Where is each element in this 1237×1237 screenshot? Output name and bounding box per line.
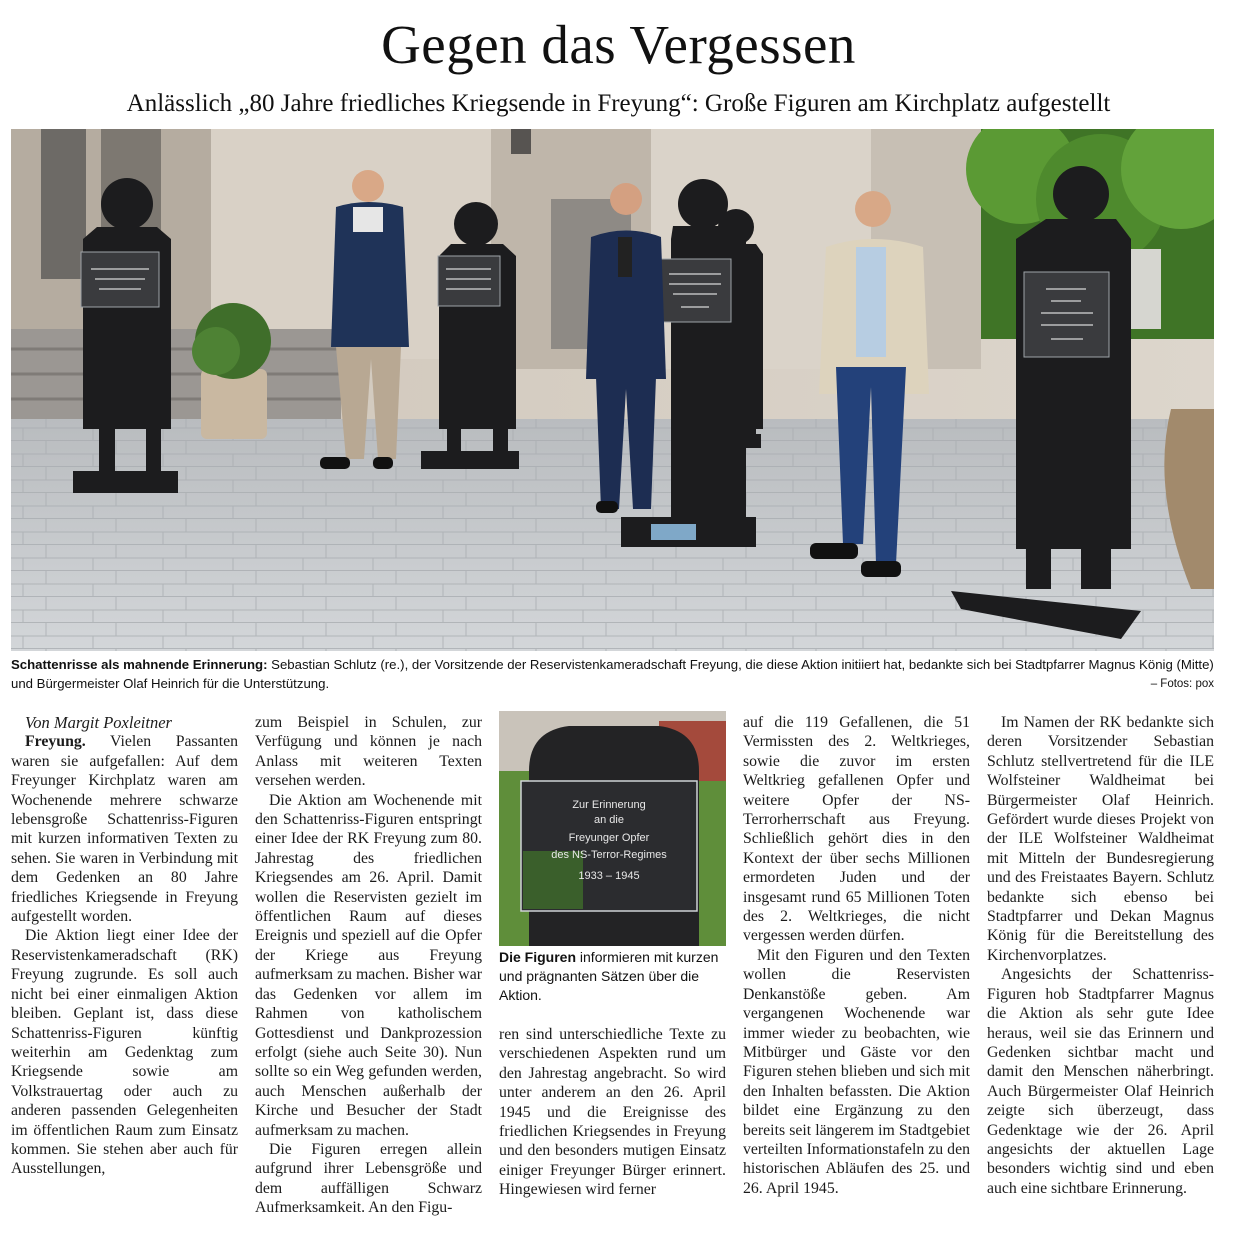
- article-paragraph: auf die 119 Gefallenen, die 51 Vermissten des 2. Weltkrieges, sowie die zuvor im ersten Weltkrieg gefallenen Opfer und weitere Opfer der NS-Terrorherrschaft aus Freyung. Schließlich gehört dies in den Kontext der über sechs Millionen ermordeten Juden und der insgesamt rund 65 Millionen Toten des 2. Weltkrieges, die nicht vergessen werden dürfen.: [743, 714, 970, 945]
- plaque-line: an die: [594, 814, 624, 826]
- article-paragraph: zum Beispiel in Schulen, zur Verfügung und können je nach Anlass mit weiteren Texten versehen werden.: [255, 714, 482, 790]
- plaque-line: Freyunger Opfer: [568, 832, 650, 844]
- article-paragraph: Die Aktion liegt einer Idee der Reservistenkameradschaft (RK) Freyung zugrunde. Es soll auch nicht bei einer einmaligen Aktion bleiben. Geplant ist, dass diese Schattenriss-Figuren künftig weiterhin am Gedenktag zum Kriegsende sowie am Volkstrauertag oder auch zu anderen passenden Gelegenheiten im öffentlichen Raum zum Einsatz kommen. Sie stehen aber auch für Ausstellungen,: [11, 927, 238, 1178]
- headline: Gegen das Vergessen: [381, 14, 856, 75]
- caption-lead: Schattenrisse als mahnende Erinnerung:: [11, 657, 268, 672]
- article-paragraph: Die Aktion am Wochenende mit den Schattenriss-Figuren entspringt einer Idee der RK Freyung zum 80. Jahrestag des friedlichen Kriegsendes am 26. April. Damit wollen die Reservisten gezielt im öffentlichen Raum auf dieses Ereignis und speziell auf die Opfer der Kriege aus Freyung aufmerksam zu machen. Bisher war das Gedenken vor allem im Rahmen von katholischem Gottesdienst und Dankprozession erfolgt (siehe auch Seite 30). Nun sollte so ein Weg gefunden werden, auch Menschen außerhalb der Kirche und Besucher der Stadt aufmerksam zu machen.: [255, 791, 482, 1139]
- dateline: Freyung.: [25, 733, 86, 751]
- article-paragraph: ren sind unterschiedliche Texte zu verschiedenen Aspekten rund um den Jahrestag angebracht. So wird unter anderem an den 26. April 1945 und die Ereignisse des friedlichen Kriegsendes in Freyung und den besonders mutigen Einsatz einiger Freyunger Bürger erinnert. Hingewiesen wird ferner: [499, 1026, 726, 1199]
- article-paragraph: Die Figuren erregen allein aufgrund ihrer Lebensgröße und dem auffälligen Schwarz Aufmerksamkeit. An den Figu-: [255, 1140, 482, 1217]
- article-column-5: [987, 713, 1214, 1198]
- plaque-line: des NS-Terror-Regimes: [551, 849, 667, 861]
- article-paragraph: Im Namen der RK bedankte sich deren Vorsitzender Sebastian Schlutz stellvertretend für die ILE Wolfsteiner Waldheimat bei Bürgermeister Olaf Heinrich. Gefördert wurde dieses Projekt von der ILE Wolfsteiner Waldheimat mit Mitteln der Bundesregierung und des Freistaates Bayern. Schlutz bedankte sich ebenso bei Stadtpfarrer und Dekan Magnus König für die Bereitstellung des Kirchenvorplatzes.: [987, 714, 1214, 964]
- plaque-line: 1933 – 1945: [578, 870, 640, 882]
- inset-caption: [499, 948, 726, 1005]
- plaque-line: Zur Erinnerung: [572, 799, 646, 811]
- article-column-3: [499, 1025, 726, 1200]
- main-photo: [11, 129, 1214, 651]
- article-paragraph: Angesichts der Schattenriss-Figuren hob Stadtpfarrer Magnus die Aktion als sehr gute Idee heraus, weil sie das Erinnern und Gedenken sichtbar macht und damit den Menschen näherbringt. Auch Bürgermeister Olaf Heinrich zeigte sich überzeugt, dass Gedenktage wie der 26. April angesichts der aktuellen Lage besonders wichtig sind und eben auch eine sichtbare Erinnerung.: [987, 966, 1214, 1197]
- inset-photo: [499, 711, 726, 946]
- photo-credit: – Fotos: pox: [1150, 678, 1214, 690]
- article-column-1: [11, 713, 238, 1179]
- article-paragraph: [11, 732, 238, 926]
- subheadline: Anlässlich „80 Jahre friedliches Kriegsende in Freyung“: Große Figuren am Kirchplatz aufgestellt: [126, 90, 1111, 117]
- byline: Von Margit Poxleitner: [25, 713, 172, 732]
- caption-text: Sebastian Schlutz (re.), der Vorsitzende der Reservistenkameradschaft Freyung, die diese Aktion initiiert hat, bedankte sich bei Stadtpfarrer Magnus König (Mitte) und Bürgermeister Olaf Heinrich für die Unterstützung.: [11, 657, 1214, 691]
- paragraph-text: Vielen Passanten waren sie aufgefallen: Auf dem Freyunger Kirchplatz waren am Wochenende mehrere schwarze lebensgroße Schattenriss-Figuren mit kurzen informativen Texten zu sehen. Sie waren in Verbindung mit dem Gedenken an 80 Jahre friedliches Kriegsende in Freyung aufgestellt worden.: [11, 733, 238, 926]
- photo-caption: [11, 655, 1214, 693]
- article-column-4: [743, 713, 970, 1198]
- article-column-2: [255, 713, 482, 1218]
- article-paragraph: Mit den Figuren und den Texten wollen die Reservisten Denkanstöße geben. Am vergangenen Wochenende war immer wieder zu beobachten, wie Mitbürger und Gäste vor den Figuren stehen blieben und sich mit den Inhalten befassten. Die Aktion bildet eine Ergänzung zu den bereits seit längerem im Stadtgebiet verteilten Informationstafeln zu den historischen Abläufen des 25. und 26. April 1945.: [743, 946, 970, 1197]
- inset-caption-text: informieren mit kurzen und prägnanten Sätzen über die Aktion.: [499, 949, 719, 1003]
- inset-caption-lead: Die Figuren: [499, 949, 577, 965]
